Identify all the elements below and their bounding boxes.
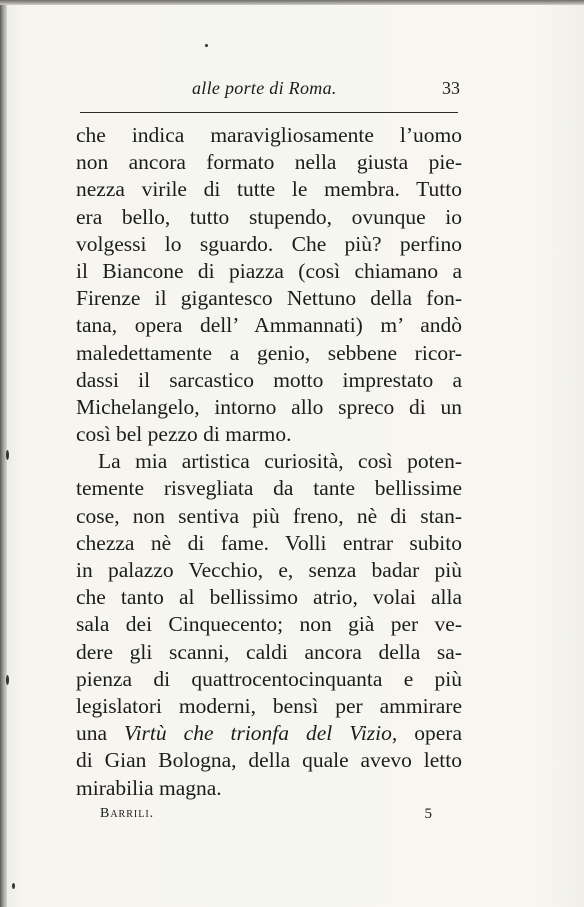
text-line-with-title [76, 720, 462, 747]
text-line: così bel pezzo di marmo. [76, 422, 292, 447]
text-line: non ancora formato nella giusta pie- [76, 150, 462, 175]
signature-mark: 5 [424, 806, 432, 822]
text-line: legislatori moderni, bensì per ammirare [76, 693, 462, 718]
page-number: 33 [442, 78, 460, 98]
top-edge [0, 0, 584, 5]
text-line: il Biancone di piazza (così chiamano a [76, 258, 462, 283]
text-line: che tanto al bellissimo atrio, volai alla [76, 585, 462, 610]
text-line: cose, non sentiva più freno, nè di stan- [76, 503, 462, 528]
text-line: pienza di quattrocentocinquanta e più [76, 666, 462, 691]
paper-speck [6, 675, 9, 685]
text-line: mirabilia magna. [76, 775, 222, 800]
page-footer [100, 806, 432, 828]
text-line: volgessi lo sguardo. Che più? perfino [76, 231, 462, 256]
text-fragment: una [76, 721, 125, 746]
italic-artwork-title: Virtù che trionfa del Vizio, [124, 721, 398, 746]
body-text [76, 122, 462, 802]
text-line: maledettamente a genio, sebbene ricor- [76, 340, 462, 365]
text-line: temente risvegliata da tante bellissime [76, 476, 462, 501]
text-line: in palazzo Vecchio, e, senza badar più [76, 558, 462, 582]
paper-speck [205, 44, 208, 47]
signature-author: Barrili. [100, 806, 155, 821]
text-line: tana, opera dell’ Ammannati) m’ andò [76, 313, 462, 338]
text-line: Michelangelo, intorno allo spreco di un [76, 394, 462, 419]
running-head [80, 78, 460, 102]
paragraph-start-line: La mia artistica curiosità, così poten- [98, 449, 462, 474]
paper-speck [12, 883, 15, 889]
text-line: nezza virile di tutte le membra. Tutto [76, 177, 462, 202]
text-line: che indica maravigliosamente l’uomo [76, 123, 462, 147]
running-title: alle porte di Roma. [192, 78, 337, 98]
text-line: Firenze il gigantesco Nettuno della fon- [76, 286, 462, 311]
header-rule [80, 112, 458, 113]
text-line: sala dei Cinquecento; non già per ve- [76, 612, 462, 637]
text-fragment: opera [397, 721, 463, 746]
text-line: era bello, tutto stupendo, ovunque io [76, 204, 462, 229]
text-line: dassi il sarcastico motto imprestato a [76, 367, 462, 392]
text-line: dere gli scanni, caldi ancora della sa- [76, 639, 462, 664]
paper-speck [6, 450, 9, 460]
text-line: di Gian Bologna, della quale avevo letto [76, 748, 462, 773]
text-line: chezza nè di fame. Volli entrar subito [76, 530, 462, 555]
